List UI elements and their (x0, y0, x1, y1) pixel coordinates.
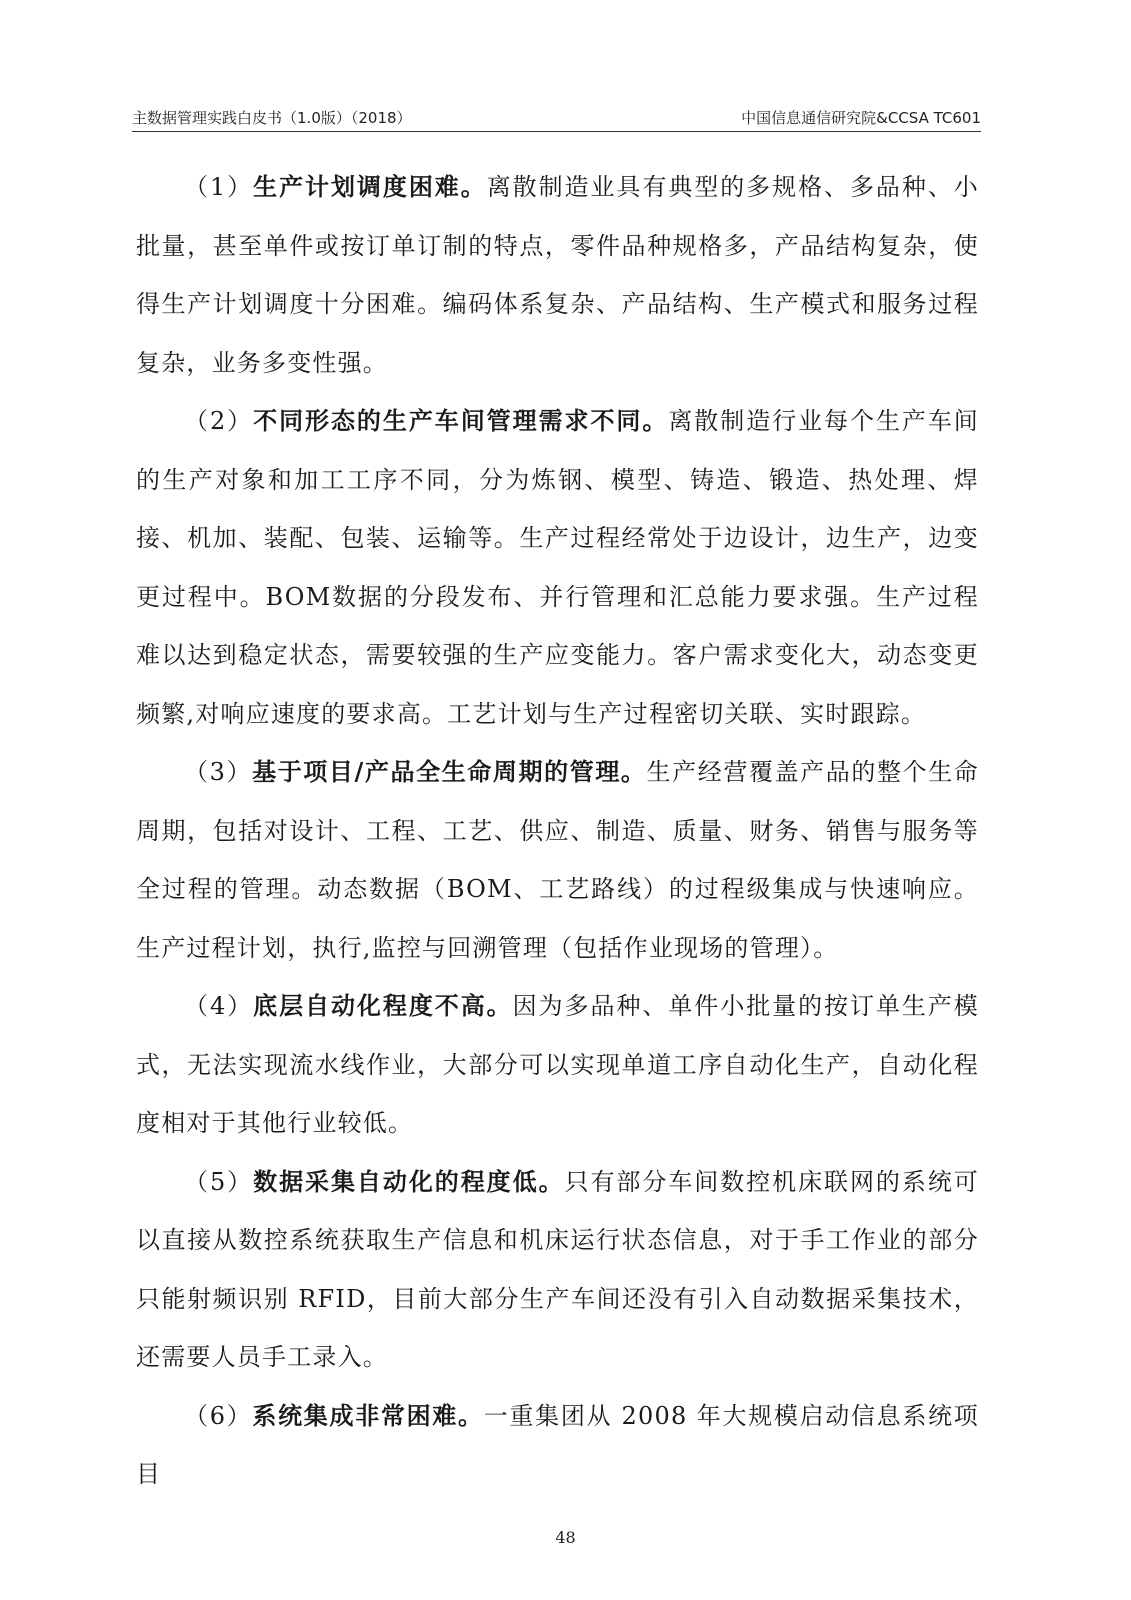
paragraph-lead: 系统集成非常困难。 (252, 1400, 484, 1430)
paragraph-number: （5） (184, 1167, 254, 1196)
paragraph-4 (136, 977, 979, 1153)
paragraph-lead: 生产计划调度困难。 (253, 172, 487, 201)
body-text (136, 158, 979, 1504)
paragraph-body: 离散制造业具有典型的多规格、多品种、小批量，甚至单件或按订单订制的特点，零件品种规格多，产品结构复杂，使得生产计划调度十分困难。编码体系复杂、产品结构、生产模式和服务过程复杂，业务多变性强。 (136, 173, 979, 377)
paragraph-3 (136, 743, 979, 977)
running-header (132, 107, 981, 128)
paragraph-6 (136, 1387, 979, 1504)
paragraph-lead: 数据采集自动化的程度低。 (253, 1166, 565, 1196)
paragraph-5 (136, 1153, 979, 1387)
paragraph-number: （3） (184, 758, 253, 786)
paragraph-body: 离散制造行业每个生产车间的生产对象和加工工序不同，分为炼钢、模型、铸造、锻造、热处理、焊接、机加、装配、包装、运输等。生产过程经常处于边设计，边生产，边变更过程中。BOM数据的分段发布、并行管理和汇总能力要求强。生产过程难以达到稳定状态，需要较强的生产应变能力。客户需求变化大，动态变更频繁,对响应速度的要求高。工艺计划与生产过程密切关联、实时跟踪。 (136, 407, 979, 728)
paragraph-body: 只有部分车间数控机床联网的系统可以直接从数控系统获取生产信息和机床运行状态信息，对于手工作业的部分只能射频识别 RFID，目前大部分生产车间还没有引入自动数据采集技术，还需要人员手工录入。 (136, 1167, 979, 1371)
header-document-title: 主数据管理实践白皮书（1.0版）（2018） (132, 109, 412, 127)
paragraph-lead: 基于项目/产品全生命周期的管理。 (252, 757, 647, 786)
paragraph-lead: 底层自动化程度不高。 (253, 991, 513, 1020)
paragraph-2 (136, 392, 979, 743)
paragraph-number: （4） (184, 992, 254, 1020)
paragraph-body: 生产经营覆盖产品的整个生命周期，包括对设计、工程、工艺、供应、制造、质量、财务、销售与服务等全过程的管理。动态数据（BOM、工艺路线）的过程级集成与快速响应。生产过程计划，执行,监控与回溯管理（包括作业现场的管理）。 (136, 758, 980, 962)
header-divider (132, 131, 981, 132)
paragraph-body: 因为多品种、单件小批量的按订单生产模式，无法实现流水线作业，大部分可以实现单道工序自动化生产，自动化程度相对于其他行业较低。 (136, 992, 979, 1137)
paragraph-number: （1） (184, 173, 254, 201)
paragraph-1 (136, 158, 979, 392)
paragraph-lead: 不同形态的生产车间管理需求不同。 (253, 406, 669, 435)
header-organization: 中国信息通信研究院&CCSA TC601 (741, 109, 981, 127)
page-number: 48 (555, 1528, 576, 1547)
paragraph-number: （2） (184, 407, 254, 435)
paragraph-body: 一重集团从 2008 年大规模启动信息系统项目 (136, 1401, 979, 1488)
paragraph-number: （6） (184, 1401, 253, 1430)
